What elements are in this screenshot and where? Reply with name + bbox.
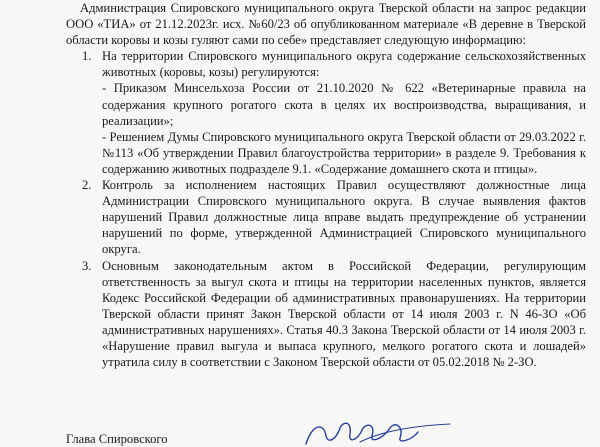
signature-icon [300,418,460,446]
item-text: Основным законодательным актом в Российской Федерации, регулирующим ответственность за выгул скота и птицы на территории населенных пунктов, является Кодекс Российской Федерации об административных правонарушениях. На территории Тверской области принят Закон Тверской области от 14 июля 2003 г. N 46-ЗО «Об административных нарушениях». Статья 40.3 Закона Тверской области от 14 июля 2003 г. «Нарушение правил выгула и выпаса крупного, мелкого рогатого скота и лошадей» утратила силу в соответствии с Законом Тверской области от 05.02.2018 № 2-ЗО. [102,258,586,370]
item-number: 1. [82,49,92,64]
item-text: На территории Спировского муниципального округа содержание сельскохозяйственных животных (коровы, козы) регулируются: [102,49,586,80]
sub-item-order: - Приказом Минсельхоза России от 21.10.2020 № 622 «Ветеринарные правила на содержания крупного рогатого скота в целях их воспроизводства, выращивания, и реализации»; [102,81,586,128]
sub-item-decision: - Решением Думы Спировского муниципального округа Тверской области от 29.03.2022 г. №113 «Об утверждении Правил благоустройства территории» в разделе 9. Требования к содержанию животных подразделе 9.1. «Содержание домашнего скота и птицы». [102,129,586,176]
list-item-1 [66,48,586,177]
numbered-list [66,48,586,370]
intro-paragraph: Администрация Спировского муниципального округа Тверской области на запрос редакции ООО «ТИА» от 21.12.2023г. исх. №60/23 об опубликованном материале «В деревне в Тверской области коровы и козы гуляют сами по себе» представляет следующую информацию: [66,1,586,48]
signer-title: Глава Спировского [66,432,168,446]
item-number: 3. [82,258,92,273]
list-item-3 [66,258,586,371]
item-text: Контроль за исполнением настоящих Правил осуществляют должностные лица Администрации Спировского муниципального округа. В случае выявления фактов нарушений Правил должностные лица вправе выдать предупреждение об устранении нарушений по форме, утвержденной Администрацией Спировского муниципального округа. [102,178,586,257]
list-item-2 [66,177,586,257]
item-number: 2. [82,178,92,193]
